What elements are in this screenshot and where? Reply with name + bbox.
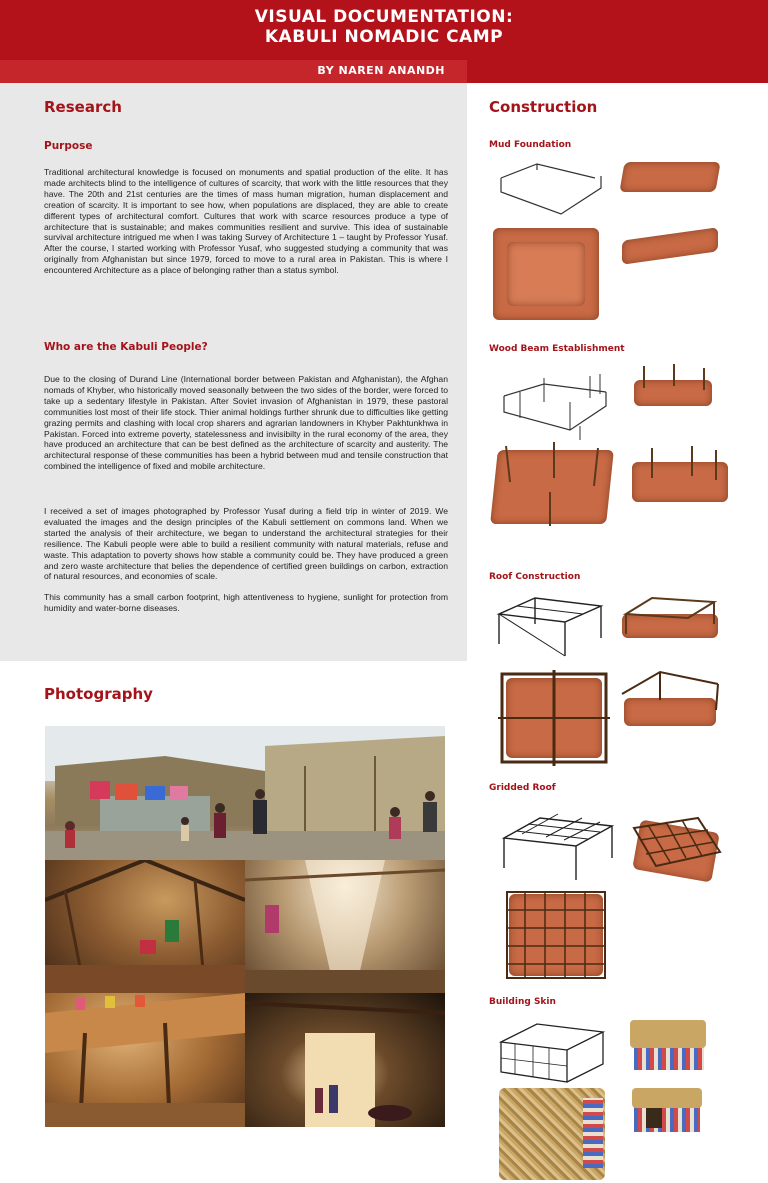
roof-construction-model-3 — [620, 670, 720, 728]
author-bar — [0, 60, 467, 83]
step-wood-beam-label: Wood Beam Establishment — [489, 344, 625, 354]
photo-interior-roof-1 — [45, 860, 245, 993]
who-heading: Who are the Kabuli People? — [44, 341, 208, 353]
purpose-paragraph: Traditional architectural knowledge is focused on monuments and spatial production of the elite. It has made architects blind to the intelligence of cultures of scarcity, that work with the little resources that they have. The 20th and 21st centuries are the times of mass human migration, human displacement and creation of scarcity. It is important to see how, when populations are displaced, they are able to create different types of architectural comfort. Cultures that work with scarce resources produce a type of architecture that is sustainable; and makes communities resilient and survive. This idea of sustainable survival architecture intrigued me when I was taking Survey of Architecture 1 – taught by Professor Yusaf. After the course, I started working with Professor Yusaf, who suggested studying a community that was originally from Afghanistan but since 1979, forced to move to a rural area in Pakistan. This is where I encountered Architecture as a place of belonging rather than a status symbol. — [44, 167, 448, 276]
building-skin-model-1 — [630, 1016, 706, 1072]
building-skin-model-3 — [632, 1088, 702, 1134]
building-skin-sketch — [497, 1020, 607, 1086]
gridded-roof-model-2 — [503, 888, 609, 982]
research-heading: Research — [44, 98, 122, 116]
step-mud-foundation-label: Mud Foundation — [489, 140, 572, 150]
photo-camp-exterior — [45, 726, 445, 860]
title-line-1: VISUAL DOCUMENTATION: — [254, 7, 514, 27]
gridded-roof-sketch — [500, 812, 616, 882]
mud-foundation-model-3 — [622, 226, 718, 262]
who-paragraph-2: I received a set of images photographed by Professor Yusaf during a field trip in winter of 2019. We evaluated the images and the design principles of the Kabuli settlement on commons land. When we started the analysis of their architecture, we began to understand the architectural strategies for their resilience. The Kabuli people were able to build a resilient community with natural materials, refuse and waste. This adaptation to poverty shows how stable a community could be. They have produced a green and zero waste architecture that belies the dependence of certified green buildings on carbon, extraction of natural resources, and economies of scale. — [44, 506, 448, 582]
who-paragraph-1: Due to the closing of Durand Line (International border between Pakistan and Afghanistan), the Afghan nomads of Khyber, who historically moved seasonally between the two sides of the border, were forced to take up a sedentary lifestyle in Pakistan. After Soviet invasion of Afghanistan in 1979, these pastoral communities lost most of their life stock. Thier animal holdings further shrunk due to difficulties like getting grazing permits and clashing with local crop sharers and agrarian landowners in Khyber Pakhtunkhwa in Pakistan. Forced into extreme poverty, statelessness and invisibilty in the rural economy of the area, they have produced an architecture that can be best defined as the architecture of scarcity and austerity. The architectural response of these communities has been a hybrid between mud and tensile construction that combined the intelligence of fixed and mobile architecture. — [44, 374, 448, 472]
step-building-skin-label: Building Skin — [489, 997, 556, 1007]
photography-heading: Photography — [44, 685, 153, 703]
photo-doorway — [245, 993, 445, 1127]
author-name: BY NAREN ANANDH — [317, 64, 445, 77]
mud-foundation-model-1 — [622, 156, 718, 198]
wood-beam-sketch — [500, 372, 610, 442]
step-roof-construction-label: Roof Construction — [489, 572, 581, 582]
building-skin-model-2 — [499, 1088, 605, 1180]
wood-beam-model-2 — [494, 442, 610, 528]
header-banner — [0, 0, 768, 83]
photo-interior-light — [245, 860, 445, 993]
mud-foundation-model-2 — [493, 228, 599, 320]
step-gridded-roof-label: Gridded Roof — [489, 783, 556, 793]
wood-beam-model-3 — [632, 446, 728, 506]
mud-foundation-sketch — [497, 158, 605, 216]
roof-construction-model-2 — [498, 670, 610, 766]
purpose-heading: Purpose — [44, 140, 93, 152]
construction-heading: Construction — [489, 98, 598, 116]
roof-construction-sketch — [495, 594, 605, 660]
who-paragraph-3: This community has a small carbon footprint, high attentiveness to hygiene, sunlight for protection from humidity and water-borne diseases. — [44, 592, 448, 613]
wood-beam-model-1 — [634, 362, 712, 410]
gridded-roof-model-1 — [628, 812, 724, 880]
roof-construction-model-1 — [622, 594, 718, 640]
photo-interior-roof-2 — [45, 993, 245, 1127]
title-line-2: KABULI NOMADIC CAMP — [264, 27, 504, 47]
